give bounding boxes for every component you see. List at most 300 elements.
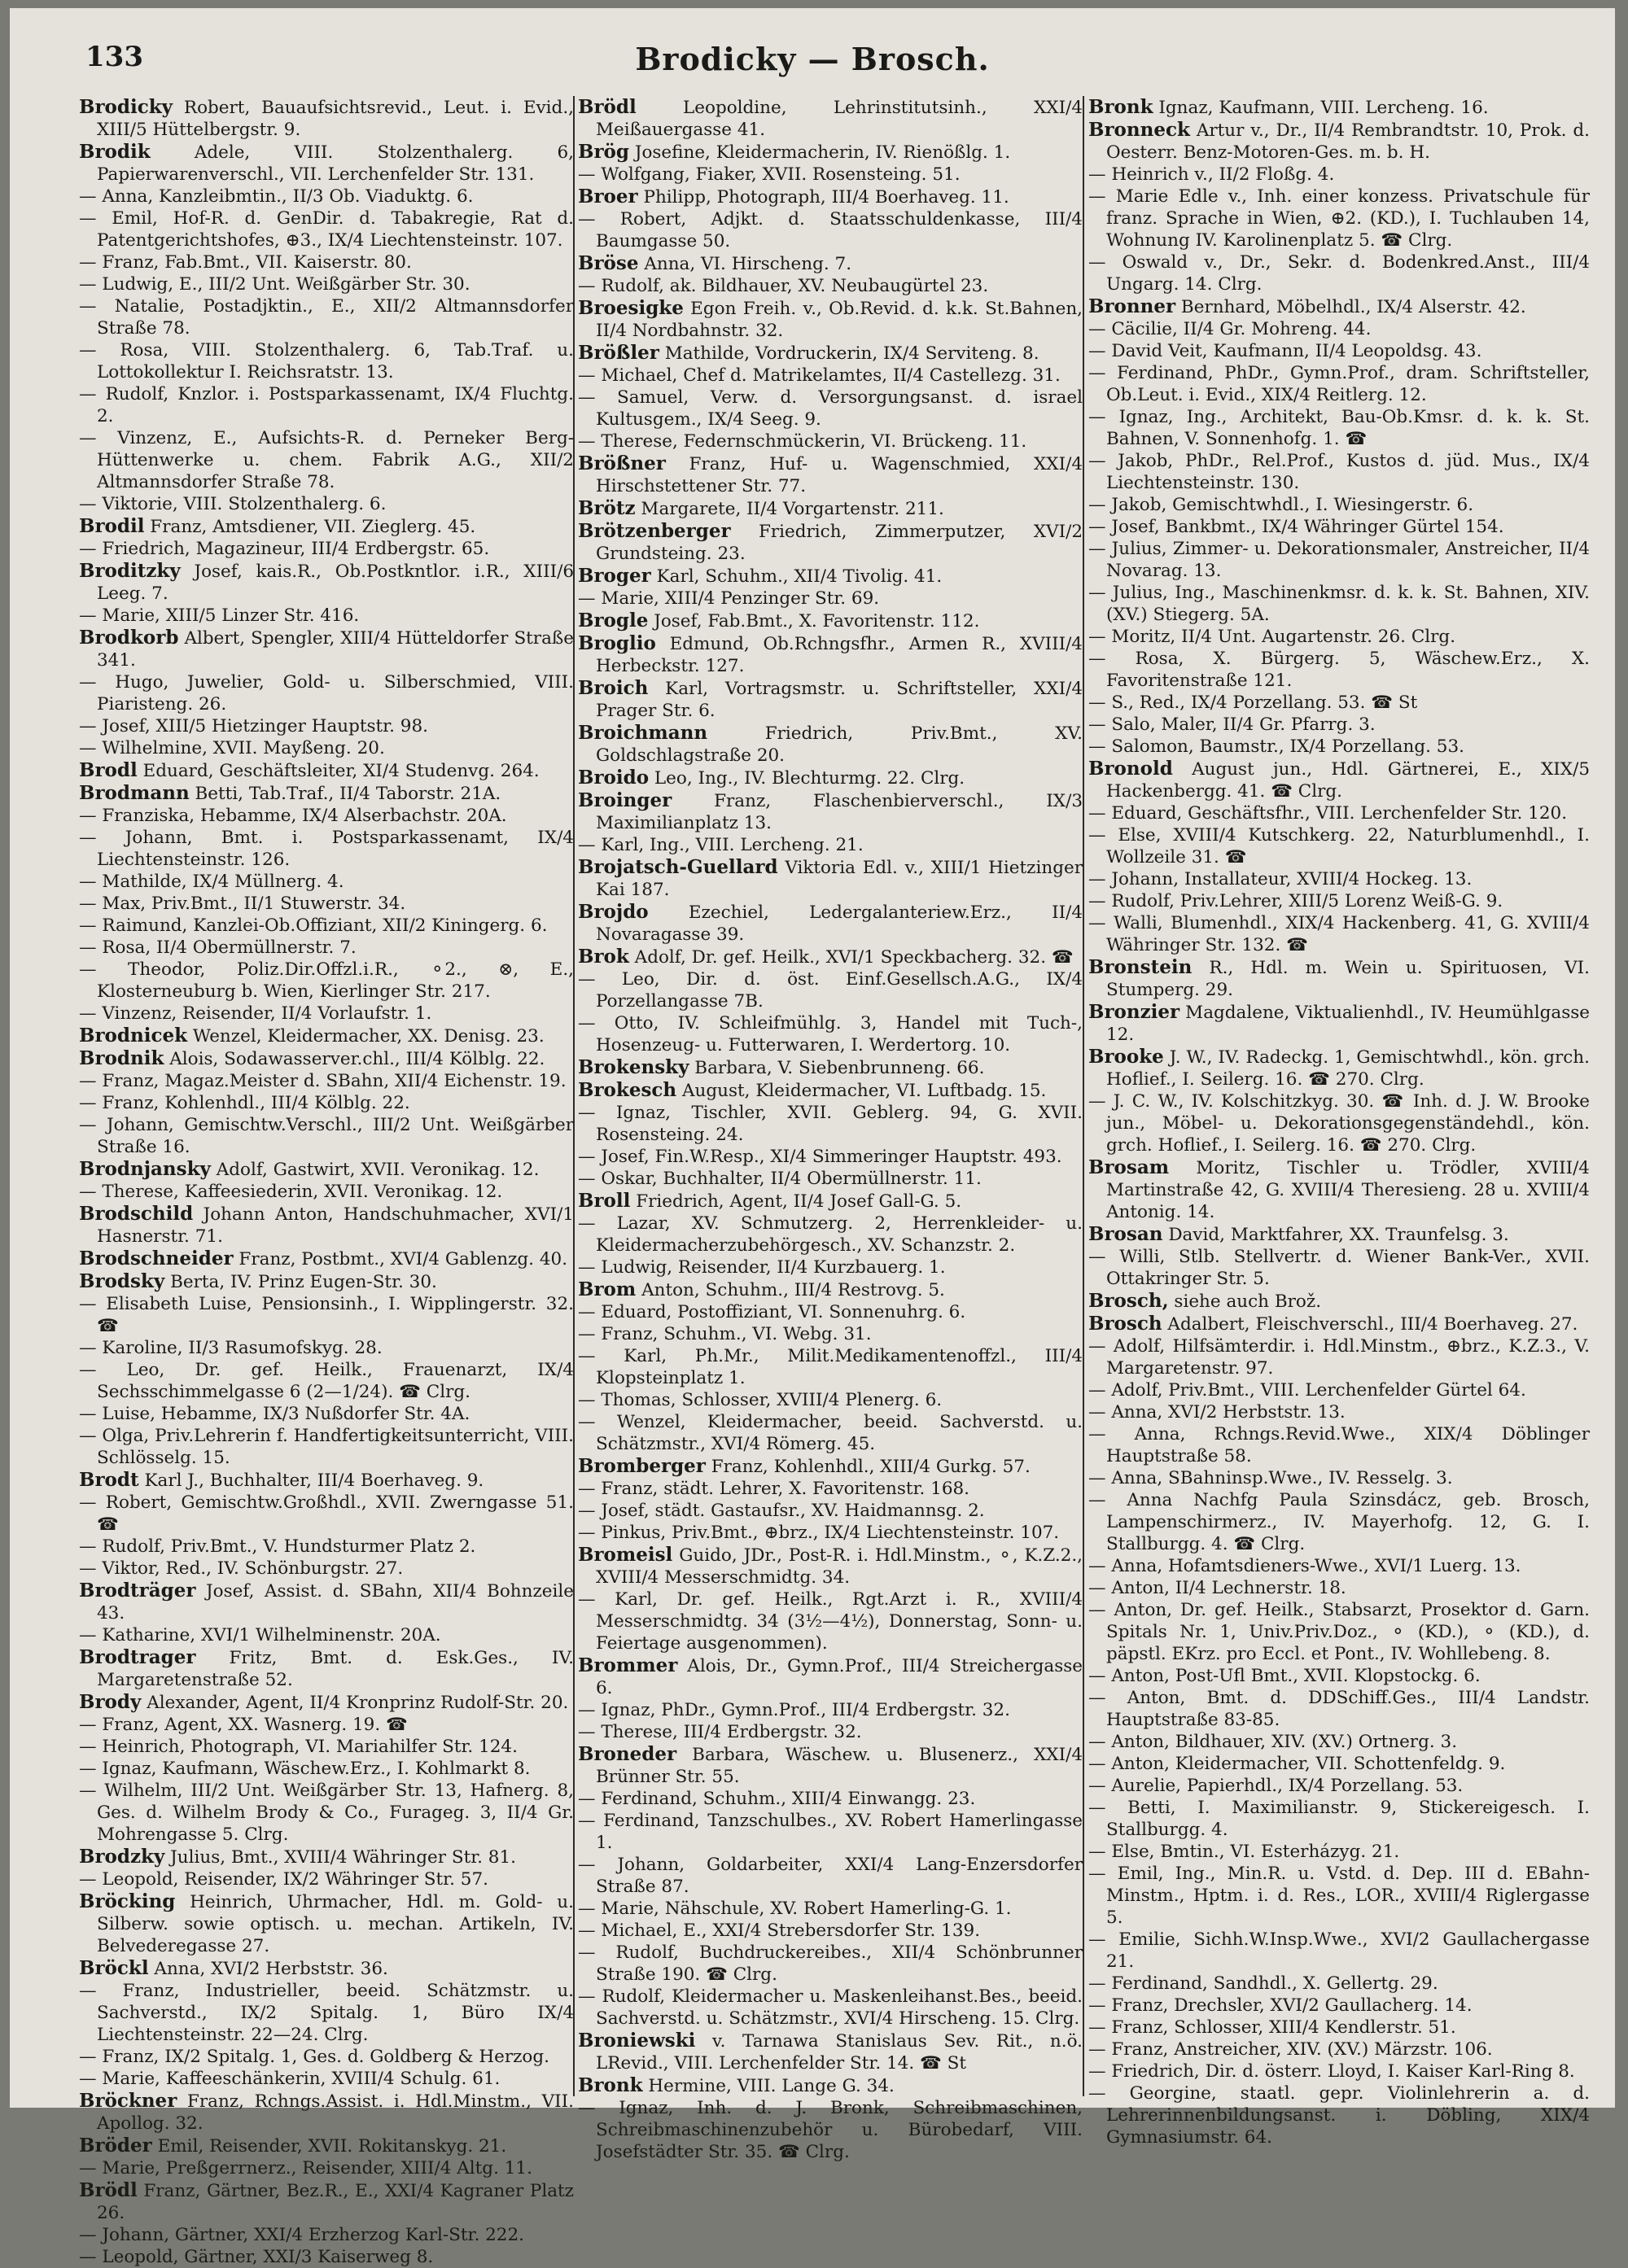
entry-details: Karl J., Buchhalter, III/4 Boerhaveg. 9. <box>138 1470 484 1491</box>
directory-entry <box>578 1986 1083 2030</box>
entry-surname: Bronold <box>1088 758 1173 780</box>
entry-details: Adalbert, Fleischverschl., III/4 Boerhaveg. 27. <box>1162 1314 1578 1335</box>
entry-details: — Friedrich, Magazineur, III/4 Erdbergstr. 65. <box>79 539 490 559</box>
directory-entry <box>578 164 1083 186</box>
entry-details: — Otto, IV. Schleifmühlg. 3, Handel mit Tuch-, Hosenzeug- u. Futterwaren, I. Werdertorg. 10. <box>578 1013 1083 1055</box>
entry-details: — Johann, Installateur, XVIII/4 Hockeg. 13. <box>1088 869 1473 889</box>
entry-details: — Friedrich, Dir. d. österr. Lloyd, I. Kaiser Karl-Ring 8. <box>1088 2061 1575 2082</box>
directory-entry <box>79 2157 574 2179</box>
entry-details: Leopoldine, Lehrinstitutsinh., XXI/4 Meißauergasse 41. <box>596 98 1083 140</box>
directory-entry <box>578 610 1083 632</box>
page-number: 133 <box>85 41 143 73</box>
entry-details: Barbara, Wäschew. u. Blusenerz., XXI/4 Brünner Str. 55. <box>596 1745 1083 1787</box>
entry-details: — Rudolf, Buchdruckereibes., XII/4 Schönbrunner Straße 190. ☎ Clrg. <box>578 1942 1083 1985</box>
entry-surname: Brodmann <box>79 782 190 804</box>
entry-details: — Viktorie, VIII. Stolzenthalerg. 6. <box>79 494 387 514</box>
entry-surname: Brodsky <box>79 1270 165 1292</box>
directory-entry <box>79 1980 574 2046</box>
directory-entry <box>1088 164 1590 186</box>
entry-details: J. W., IV. Radeckg. 1, Gemischtwhdl., kön. grch. Hoflief., I. Seilerg. 16. ☎ 270. Clrg. <box>1106 1047 1590 1090</box>
directory-entry <box>578 1920 1083 1942</box>
entry-surname: Bröse <box>578 252 639 274</box>
entry-surname: Bronzier <box>1088 1001 1180 1023</box>
entry-details: — Anton, Bildhauer, XIV. (XV.) Ortnerg. 3. <box>1088 1732 1458 1752</box>
entry-details: — Ludwig, E., III/2 Unt. Weißgärber Str. 30. <box>79 274 470 295</box>
directory-entry <box>79 1248 574 1270</box>
directory-entry <box>578 1942 1083 1986</box>
entry-details: — Rosa, X. Bürgerg. 5, Wäschew.Erz., X. Favoritenstraße 121. <box>1088 649 1590 691</box>
directory-entry <box>1088 692 1590 714</box>
directory-entry <box>1088 2060 1590 2082</box>
entry-surname: Brößner <box>578 452 666 474</box>
entry-details: Emil, Reisender, XVII. Rokitanskyg. 21. <box>151 2136 507 2157</box>
entry-details: Betti, Tab.Traf., II/4 Taborstr. 21A. <box>189 784 501 804</box>
entry-details: Edmund, Ob.Rchngsfhr., Armen R., XVIII/4 Herbeckstr. 127. <box>596 634 1083 676</box>
entry-details: — Else, Bmtin., VI. Esterházyg. 21. <box>1088 1842 1400 1862</box>
entry-details: Josefine, Kleidermacherin, IV. Rienößlg. 1. <box>628 142 1011 163</box>
entry-details: — Anton, Kleidermacher, VII. Schottenfeldg. 9. <box>1088 1754 1506 1774</box>
directory-entry <box>79 2179 574 2224</box>
entry-details: — Salo, Maler, II/4 Gr. Pfarrg. 3. <box>1088 714 1376 735</box>
entry-details: — Rudolf, Priv.Lehrer, XIII/5 Lorenz Weiß-G. 9. <box>1088 891 1503 911</box>
directory-entry <box>1088 406 1590 450</box>
directory-entry <box>578 1854 1083 1898</box>
directory-entry <box>1088 1599 1590 1665</box>
directory-entry <box>1088 1665 1590 1687</box>
entry-details: siehe auch Brož. <box>1168 1291 1322 1312</box>
entry-surname: Brodil <box>79 515 145 537</box>
entry-surname: Brötzenberger <box>578 520 731 542</box>
entry-details: — Oskar, Buchhalter, II/4 Obermüllnerstr. 11. <box>578 1169 982 1189</box>
directory-entry <box>578 1345 1083 1389</box>
entry-details: — Adolf, Hilfsämterdir. i. Hdl.Minstm., ⊕brz., K.Z.3., V. Margaretenstr. 97. <box>1088 1336 1590 1379</box>
entry-details: — Marie, XIII/5 Linzer Str. 416. <box>79 605 360 626</box>
entry-details: Philipp, Photograph, III/4 Boerhaveg. 11. <box>637 187 1009 208</box>
entry-details: Friedrich, Zimmerputzer, XVI/2 Grundsteing. 23. <box>596 522 1083 564</box>
directory-entry <box>79 2090 574 2135</box>
entry-details: Mathilde, Vordruckerin, IX/4 Serviteng. 8. <box>659 343 1039 364</box>
entry-details: — Lazar, XV. Schmutzerg. 2, Herrenkleider- u. Kleidermacherzubehörgesch., XV. Schanzstr. 2. <box>578 1213 1083 1256</box>
directory-entry <box>578 1190 1083 1213</box>
directory-entry <box>79 827 574 871</box>
directory-entry <box>1088 251 1590 295</box>
entry-surname: Broniewski <box>578 2030 696 2052</box>
entry-details: — Vinzenz, Reisender, II/4 Vorlaufstr. 1. <box>79 1003 432 1024</box>
directory-entry <box>578 1455 1083 1478</box>
directory-entry <box>79 2068 574 2090</box>
directory-entry <box>1088 538 1590 582</box>
entry-surname: Brojdo <box>578 901 649 923</box>
directory-entry <box>578 789 1083 834</box>
entry-details: — Anna, Hofamtsdieners-Wwe., XVI/1 Luerg. 13. <box>1088 1556 1521 1576</box>
directory-entry <box>79 1359 574 1403</box>
directory-entry <box>1088 736 1590 758</box>
entry-details: Josef, kais.R., Ob.Postkntlor. i.R., XIII/6 Leeg. 7. <box>97 562 574 604</box>
entry-details: — Ignaz, Kaufmann, Wäschew.Erz., I. Kohlmarkt 8. <box>79 1759 531 1779</box>
directory-entry <box>578 968 1083 1012</box>
entry-surname: Brodicky <box>79 96 173 118</box>
entry-details: — Leo, Dr. gef. Heilk., Frauenarzt, IX/4 Sechsschimmelgasse 6 (2—1/24). ☎ Clrg. <box>79 1360 574 1402</box>
directory-entry <box>1088 516 1590 538</box>
directory-entry <box>1088 1863 1590 1929</box>
entry-details: — Franz, städt. Lehrer, X. Favoritenstr. 168. <box>578 1479 970 1499</box>
entry-surname: Bromberger <box>578 1455 706 1477</box>
directory-entry <box>79 1181 574 1203</box>
directory-entry <box>578 186 1083 208</box>
entry-details: August jun., Hdl. Gärtnerei, E., XIX/5 Hackenbergg. 41. ☎ Clrg. <box>1106 759 1590 802</box>
entry-details: — Julius, Zimmer- u. Dekorationsmaler, Anstreicher, II/4 Novarag. 13. <box>1088 539 1590 581</box>
entry-details: — Ferdinand, Tanzschulbes., XV. Robert Hamerlingasse 1. <box>578 1811 1083 1853</box>
directory-entry <box>79 1736 574 1758</box>
entry-surname: Brok <box>578 946 629 968</box>
entry-details: — Ferdinand, PhDr., Gymn.Prof., dram. Schriftsteller, Ob.Leut. i. Evid., XIX/4 Reitlerg. 12. <box>1088 363 1590 405</box>
entry-details: — Robert, Adjkt. d. Staatsschuldenkasse, III/4 Baumgasse 50. <box>578 209 1083 251</box>
entry-details: — Viktor, Red., IV. Schönburgstr. 27. <box>79 1558 404 1579</box>
directory-entry <box>79 2224 574 2246</box>
entry-details: Wenzel, Kleidermacher, XX. Denisg. 23. <box>187 1026 545 1047</box>
directory-entry <box>1088 802 1590 824</box>
entry-details: Friedrich, Priv.Bmt., XV. Goldschlagstraße 20. <box>596 723 1083 766</box>
directory-entry <box>79 2246 574 2268</box>
entry-details: Anna, XVI/2 Herbststr. 36. <box>148 1959 388 1979</box>
entry-details: Barbara, V. Siebenbrunneng. 66. <box>689 1058 985 1078</box>
entry-details: Moritz, Tischler u. Trödler, XVIII/4 Martinstraße 42, G. XVIII/4 Theresieng. 28 u. XVIII/4 Antonig. 14. <box>1106 1158 1590 1222</box>
entry-details: — Ludwig, Reisender, II/4 Kurzbauerg. 1. <box>578 1257 946 1278</box>
directory-entry <box>1088 1246 1590 1290</box>
directory-entry <box>79 208 574 251</box>
entry-surname: Brodnicek <box>79 1025 188 1047</box>
directory-entry <box>79 1758 574 1780</box>
directory-entry <box>1088 1046 1590 1090</box>
entry-details: — Emil, Ing., Min.R. u. Vstd. d. Dep. III d. EBahn-Minstm., Hptm. i. d. Res., LOR., XVIII/4 Riglergasse 5. <box>1088 1864 1590 1928</box>
directory-entry <box>578 1699 1083 1721</box>
entry-details: Viktoria Edl. v., XIII/1 Hietzinger Kai 187. <box>596 858 1083 900</box>
directory-entry <box>79 96 574 141</box>
directory-entry <box>578 1898 1083 1920</box>
entry-details: Anton, Schuhm., III/4 Restrovg. 5. <box>636 1280 945 1300</box>
directory-entry <box>79 805 574 827</box>
directory-entry <box>1088 1797 1590 1841</box>
entry-details: Albert, Spengler, XIII/4 Hütteldorfer Straße 341. <box>97 628 574 671</box>
entry-details: Magdalene, Viktualienhdl., IV. Heumühlgasse 12. <box>1106 1003 1590 1045</box>
directory-entry <box>79 1158 574 1181</box>
directory-entry <box>1088 295 1590 318</box>
entry-details: — Therese, Kaffeesiederin, XVII. Veronikag. 12. <box>79 1182 503 1202</box>
directory-entry <box>1088 824 1590 868</box>
entry-details: — Eduard, Postoffiziant, VI. Sonnenuhrg. 6. <box>578 1302 966 1322</box>
directory-entry <box>578 1500 1083 1522</box>
entry-details: — Anna, XVI/2 Herbststr. 13. <box>1088 1402 1346 1422</box>
entry-details: Josef, Assist. d. SBahn, XII/4 Bohnzeile 43. <box>97 1581 574 1623</box>
entry-details: Friedrich, Agent, II/4 Josef Gall-G. 5. <box>630 1191 962 1212</box>
entry-details: Hermine, VIII. Lange G. 34. <box>642 2076 895 2096</box>
entry-surname: Brodnjansky <box>79 1158 211 1180</box>
entry-details: — Katharine, XVI/1 Wilhelminenstr. 20A. <box>79 1625 441 1645</box>
directory-entry <box>1088 868 1590 890</box>
entry-details: — Robert, Gemischtw.Großhdl., XVII. Zwerngasse 51. ☎ <box>79 1492 574 1535</box>
entry-details: — Marie, Nähschule, XV. Robert Hamerling-G. 1. <box>578 1899 1012 1919</box>
entry-details: Alois, Dr., Gymn.Prof., III/4 Streichergasse 6. <box>596 1656 1083 1698</box>
entry-details: — Rudolf, Knzlor. i. Postsparkassenamt, IX/4 Fluchtg. 2. <box>79 384 574 426</box>
entry-details: — Marie, XIII/4 Penzinger Str. 69. <box>578 588 880 609</box>
entry-details: — Salomon, Baumstr., IX/4 Porzellang. 53. <box>1088 736 1464 757</box>
column-rule <box>1083 96 1084 2096</box>
entry-details: — Ignaz, Inh. d. J. Bronk, Schreibmaschinen, Schreibmaschinenzubehör u. Bürobedarf, VIII. Josefstädter Str. 35. ☎ Clrg. <box>578 2098 1083 2162</box>
directory-entry <box>79 1025 574 1047</box>
entry-details: — Josef, Bankbmt., IX/4 Währinger Gürtel 154. <box>1088 517 1504 537</box>
directory-entry <box>79 737 574 759</box>
directory-entry <box>79 1270 574 1293</box>
entry-details: — Marie Edle v., Inh. einer konzess. Privatschule für franz. Sprache in Wien, ⊕2. (KD.), I. Tuchlauben 14, Wohnung IV. Karolinenplatz 5. ☎ Clrg. <box>1088 186 1590 251</box>
entry-details: — Anton, Bmt. d. DDSchiff.Ges., III/4 Landstr. Hauptstraße 83-85. <box>1088 1688 1590 1730</box>
entry-details: — Josef, Fin.W.Resp., XI/4 Simmeringer Hauptstr. 493. <box>578 1147 1062 1167</box>
directory-entry <box>578 1522 1083 1544</box>
directory-entry <box>578 452 1083 497</box>
entry-surname: Bronner <box>1088 295 1176 317</box>
entry-surname: Bronstein <box>1088 956 1193 978</box>
entry-details: — Karl, Ing., VIII. Lercheng. 21. <box>578 835 864 855</box>
directory-entry <box>79 1868 574 1890</box>
entry-details: — Franz, Schlosser, XIII/4 Kendlerstr. 51. <box>1088 2017 1456 2038</box>
directory-entry <box>79 1203 574 1248</box>
entry-details: Anna, VI. Hirscheng. 7. <box>638 254 852 274</box>
entry-surname: Broglio <box>578 632 656 654</box>
entry-details: — Georgine, staatl. gepr. Violinlehrerin a. d. Lehrerinnenbildungsanst. i. Döbling, XIX/4 Gymnasiumstr. 64. <box>1088 2083 1590 2148</box>
entry-surname: Brokesch <box>578 1079 677 1101</box>
entry-details: Franz, Gärtner, Bez.R., E., XXI/4 Kagraner Platz 26. <box>97 2181 574 2223</box>
entry-details: Ignaz, Kaufmann, VIII. Lercheng. 16. <box>1153 98 1489 118</box>
directory-entry <box>1088 912 1590 956</box>
entry-details: — Anton, II/4 Lechnerstr. 18. <box>1088 1578 1346 1598</box>
entry-details: — Emil, Hof-R. d. GenDir. d. Tabakregie, Rat d. Patentgerichtshofes, ⊕3., IX/4 Liechtensteinstr. 107. <box>79 208 574 251</box>
entry-details: — Anton, Post-Ufl Bmt., XVII. Klopstockg. 6. <box>1088 1666 1481 1686</box>
entry-details: Leo, Ing., IV. Blechturmg. 22. Clrg. <box>649 768 965 789</box>
directory-entry <box>1088 362 1590 406</box>
directory-entry <box>79 1890 574 1957</box>
entry-details: David, Marktfahrer, XX. Traunfelsg. 3. <box>1162 1225 1509 1245</box>
directory-entry <box>79 627 574 671</box>
entry-details: — J. C. W., IV. Kolschitzkyg. 30. ☎ Inh. d. J. W. Brooke jun., Möbel- u. Dekorationsgegenständehdl., kön. grch. Hoflief., I. Seilerg. 16. ☎ 270. Clrg. <box>1088 1091 1590 1156</box>
directory-entry <box>1088 119 1590 164</box>
running-head: Brodicky — Brosch. <box>635 41 990 77</box>
entry-details: Guido, JDr., Post-R. i. Hdl.Minstm., ⚬, K.Z.2., XVIII/4 Messerschmidtg. 34. <box>596 1545 1083 1588</box>
entry-details: — Franziska, Hebamme, IX/4 Alserbachstr. 20A. <box>79 806 507 826</box>
entry-surname: Brosan <box>1088 1223 1163 1245</box>
directory-entry <box>1088 1467 1590 1489</box>
entry-details: — Johann, Bmt. i. Postsparkassenamt, IX/4 Liechtensteinstr. 126. <box>79 828 574 870</box>
entry-details: — Cäcilie, II/4 Gr. Mohreng. 44. <box>1088 319 1372 339</box>
directory-entry <box>578 1102 1083 1146</box>
entry-details: — Franz, Schuhm., VI. Webg. 31. <box>578 1324 872 1344</box>
entry-details: — Else, XVIII/4 Kutschkerg. 22, Naturblumenhdl., I. Wollzeile 31. ☎ <box>1088 825 1590 867</box>
entry-surname: Brody <box>79 1691 142 1713</box>
entry-details: Ezechiel, Ledergalanteriew.Erz., II/4 Novaragasse 39. <box>596 902 1083 945</box>
column-3 <box>1088 96 1590 2148</box>
entry-surname: Broido <box>578 767 650 789</box>
entry-details: — Leo, Dir. d. öst. Einf.Gesellsch.A.G., IX/4 Porzellangasse 7B. <box>578 969 1083 1012</box>
directory-entry <box>1088 2017 1590 2039</box>
directory-entry <box>79 493 574 515</box>
directory-entry <box>79 141 574 186</box>
directory-entry <box>79 1780 574 1846</box>
entry-details: Adolf, Gastwirt, XVII. Veronikag. 12. <box>210 1160 540 1180</box>
directory-entry <box>1088 340 1590 362</box>
directory-entry <box>578 1079 1083 1102</box>
entry-surname: Brommer <box>578 1654 678 1676</box>
directory-entry <box>79 915 574 937</box>
entry-surname: Broich <box>578 677 649 699</box>
entry-details: Adele, VIII. Stolzenthalerg. 6, Papierwarenverschl., VII. Lerchenfelder Str. 131. <box>97 142 574 185</box>
directory-entry <box>79 1580 574 1624</box>
directory-entry <box>79 1492 574 1536</box>
entry-details: Bernhard, Möbelhdl., IX/4 Alserstr. 42. <box>1175 297 1526 317</box>
directory-entry <box>79 1403 574 1425</box>
directory-entry <box>79 715 574 737</box>
directory-entry <box>1088 1313 1590 1335</box>
entry-details: — David Veit, Kaufmann, II/4 Leopoldsg. 43. <box>1088 341 1482 361</box>
entry-details: Franz, Kohlenhdl., XIII/4 Gurkg. 57. <box>705 1457 1031 1477</box>
directory-entry <box>79 759 574 782</box>
directory-entry <box>578 1588 1083 1654</box>
entry-surname: Broneder <box>578 1743 677 1765</box>
entry-details: — Josef, städt. Gastaufsr., XV. Haidmannsg. 2. <box>578 1501 985 1521</box>
directory-entry <box>578 430 1083 452</box>
directory-entry <box>1088 1973 1590 1995</box>
directory-entry <box>79 383 574 427</box>
directory-entry <box>79 186 574 208</box>
directory-entry <box>1088 2039 1590 2060</box>
entry-details: v. Tarnawa Stanislaus Sev. Rit., n.ö. LRevid., VIII. Lerchenfelder Str. 14. ☎ St <box>596 2031 1083 2074</box>
entry-details: — Ignaz, Tischler, XVII. Geblerg. 94, G. XVII. Rosensteing. 24. <box>578 1103 1083 1145</box>
entry-details: — Marie, Preßgerrnerz., Reisender, XIII/4 Altg. 11. <box>79 2158 532 2178</box>
directory-entry <box>79 1624 574 1646</box>
entry-details: — Max, Priv.Bmt., II/1 Stuwerstr. 34. <box>79 894 406 914</box>
directory-entry <box>79 1646 574 1691</box>
directory-entry <box>79 1558 574 1580</box>
entry-details: — Elisabeth Luise, Pensionsinh., I. Wipplingerstr. 32. ☎ <box>79 1294 574 1336</box>
directory-entry <box>578 767 1083 789</box>
directory-entry <box>578 252 1083 275</box>
entry-details: — Eduard, Geschäftsfhr., VIII. Lerchenfelder Str. 120. <box>1088 803 1568 824</box>
directory-entry <box>1088 626 1590 648</box>
entry-surname: Bromeisl <box>578 1544 673 1566</box>
entry-details: — Michael, Chef d. Matrikelamtes, II/4 Castellezg. 31. <box>578 365 1061 386</box>
directory-entry <box>578 1389 1083 1411</box>
directory-entry <box>1088 1290 1590 1313</box>
entry-details: Julius, Bmt., XVIII/4 Währinger Str. 81. <box>164 1847 516 1868</box>
entry-details: — Aurelie, Papierhdl., IX/4 Porzellang. 53. <box>1088 1776 1464 1796</box>
directory-entry <box>1088 1223 1590 1246</box>
directory-entry <box>79 1425 574 1469</box>
directory-entry <box>578 2074 1083 2097</box>
directory-entry <box>578 1721 1083 1743</box>
directory-entry <box>1088 1335 1590 1379</box>
directory-entry <box>79 1092 574 1114</box>
entry-surname: Broinger <box>578 789 672 811</box>
entry-details: — Heinrich, Photograph, VI. Mariahilfer Str. 124. <box>79 1737 518 1757</box>
directory-entry <box>578 1788 1083 1810</box>
entry-surname: Brodkorb <box>79 627 179 649</box>
entry-details: — Wolfgang, Fiaker, XVII. Rosensteing. 51. <box>578 164 961 185</box>
directory-entry <box>578 275 1083 297</box>
entry-details: — Walli, Blumenhdl., XIX/4 Hackenberg. 41, G. XVIII/4 Währinger Str. 132. ☎ <box>1088 913 1590 955</box>
entry-details: Franz, Huf- u. Wagenschmied, XXI/4 Hirschstettener Str. 77. <box>596 454 1083 496</box>
entry-surname: Brötz <box>578 497 636 519</box>
directory-entry <box>1088 582 1590 626</box>
directory-entry <box>79 339 574 383</box>
directory-entry <box>578 1168 1083 1190</box>
entry-surname: Broesigke <box>578 297 684 319</box>
directory-entry <box>79 959 574 1003</box>
entry-surname: Brödl <box>79 2179 138 2201</box>
entry-details: — Heinrich v., II/2 Floßg. 4. <box>1088 164 1335 185</box>
entry-details: — Luise, Hebamme, IX/3 Nußdorfer Str. 4A. <box>79 1404 470 1424</box>
directory-entry <box>1088 96 1590 119</box>
directory-entry <box>578 946 1083 968</box>
entry-details: — Franz, IX/2 Spitalg. 1, Ges. d. Goldberg & Herzog. <box>79 2047 549 2067</box>
entry-details: — Hugo, Juwelier, Gold- u. Silberschmied, VIII. Piaristeng. 26. <box>79 672 574 714</box>
entry-details: Josef, Fab.Bmt., X. Favoritenstr. 112. <box>648 611 980 631</box>
entry-details: — Rosa, II/4 Obermüllnerstr. 7. <box>79 937 357 958</box>
entry-surname: Brojatsch-Guellard <box>578 856 778 878</box>
directory-entry <box>1088 1555 1590 1577</box>
entry-details: Alois, Sodawasserver.chl., III/4 Kölblg. 22. <box>164 1049 545 1069</box>
entry-details: — S., Red., IX/4 Porzellang. 53. ☎ St <box>1088 693 1418 713</box>
directory-entry <box>578 1810 1083 1854</box>
directory-entry <box>1088 1995 1590 2017</box>
entry-surname: Brößler <box>578 342 659 364</box>
directory-entry <box>578 1056 1083 1079</box>
directory-entry <box>578 632 1083 677</box>
entry-details: — Leopold, Reisender, IX/2 Währinger Str. 57. <box>79 1869 488 1890</box>
directory-entry <box>79 1337 574 1359</box>
entry-surname: Brosch, <box>1088 1290 1169 1312</box>
entry-details: — Michael, E., XXI/4 Strebersdorfer Str. 139. <box>578 1921 981 1941</box>
directory-entry <box>578 96 1083 141</box>
entry-surname: Brosam <box>1088 1156 1170 1178</box>
directory-page <box>10 8 1615 2267</box>
entry-surname: Broditzky <box>79 560 181 582</box>
entry-details: Robert, Bauaufsichtsrevid., Leut. i. Evid., XIII/5 Hüttelbergstr. 9. <box>97 98 574 140</box>
entry-details: — Franz, Agent, XX. Wasnerg. 19. ☎ <box>79 1715 408 1735</box>
entry-surname: Brodik <box>79 141 151 163</box>
entry-surname: Bronk <box>1088 96 1153 118</box>
entry-details: Karl, Vortragsmstr. u. Schriftsteller, XXI/4 Prager Str. 6. <box>596 679 1083 721</box>
directory-entry <box>79 251 574 273</box>
entry-details: — Adolf, Priv.Bmt., VIII. Lerchenfelder Gürtel 64. <box>1088 1380 1526 1401</box>
directory-entry <box>79 295 574 339</box>
directory-entry <box>1088 494 1590 516</box>
entry-surname: Bröcking <box>79 1890 176 1912</box>
entry-surname: Brodtrager <box>79 1646 196 1668</box>
directory-entry <box>578 1743 1083 1788</box>
entry-details: — Therese, Federnschmückerin, VI. Brückeng. 11. <box>578 431 1027 452</box>
directory-entry <box>79 515 574 538</box>
entry-details: — Josef, XIII/5 Hietzinger Hauptstr. 98. <box>79 716 428 736</box>
entry-details: — Wenzel, Kleidermacher, beeid. Sachverstd. u. Schätzmstr., XVI/4 Römerg. 45. <box>578 1412 1083 1454</box>
directory-entry <box>578 901 1083 946</box>
entry-details: — Anna Nachfg Paula Szinsdácz, geb. Brosch, Lampenschirmerz., IV. Mayerhofg. 12, G. I. Stallburgg. 4. ☎ Clrg. <box>1088 1490 1590 1554</box>
directory-entry <box>578 297 1083 342</box>
directory-entry <box>578 141 1083 164</box>
directory-entry <box>79 427 574 493</box>
entry-details: — Anton, Dr. gef. Heilk., Stabsarzt, Prosektor d. Garn. Spitals Nr. 1, Univ.Priv.Doz., ⚬ (KD.), ⚬ (KD.), d. päpstl. EKrz. pro Eccl. et Pont., IV. Wohllebeng. 8. <box>1088 1600 1590 1664</box>
entry-details: — Leopold, Gärtner, XXI/3 Kaiserweg 8. <box>79 2247 434 2267</box>
directory-entry <box>79 937 574 959</box>
entry-details: Eduard, Geschäftsleiter, XI/4 Studenvg. 264. <box>137 761 540 781</box>
directory-entry <box>578 1323 1083 1345</box>
directory-entry <box>79 1293 574 1337</box>
